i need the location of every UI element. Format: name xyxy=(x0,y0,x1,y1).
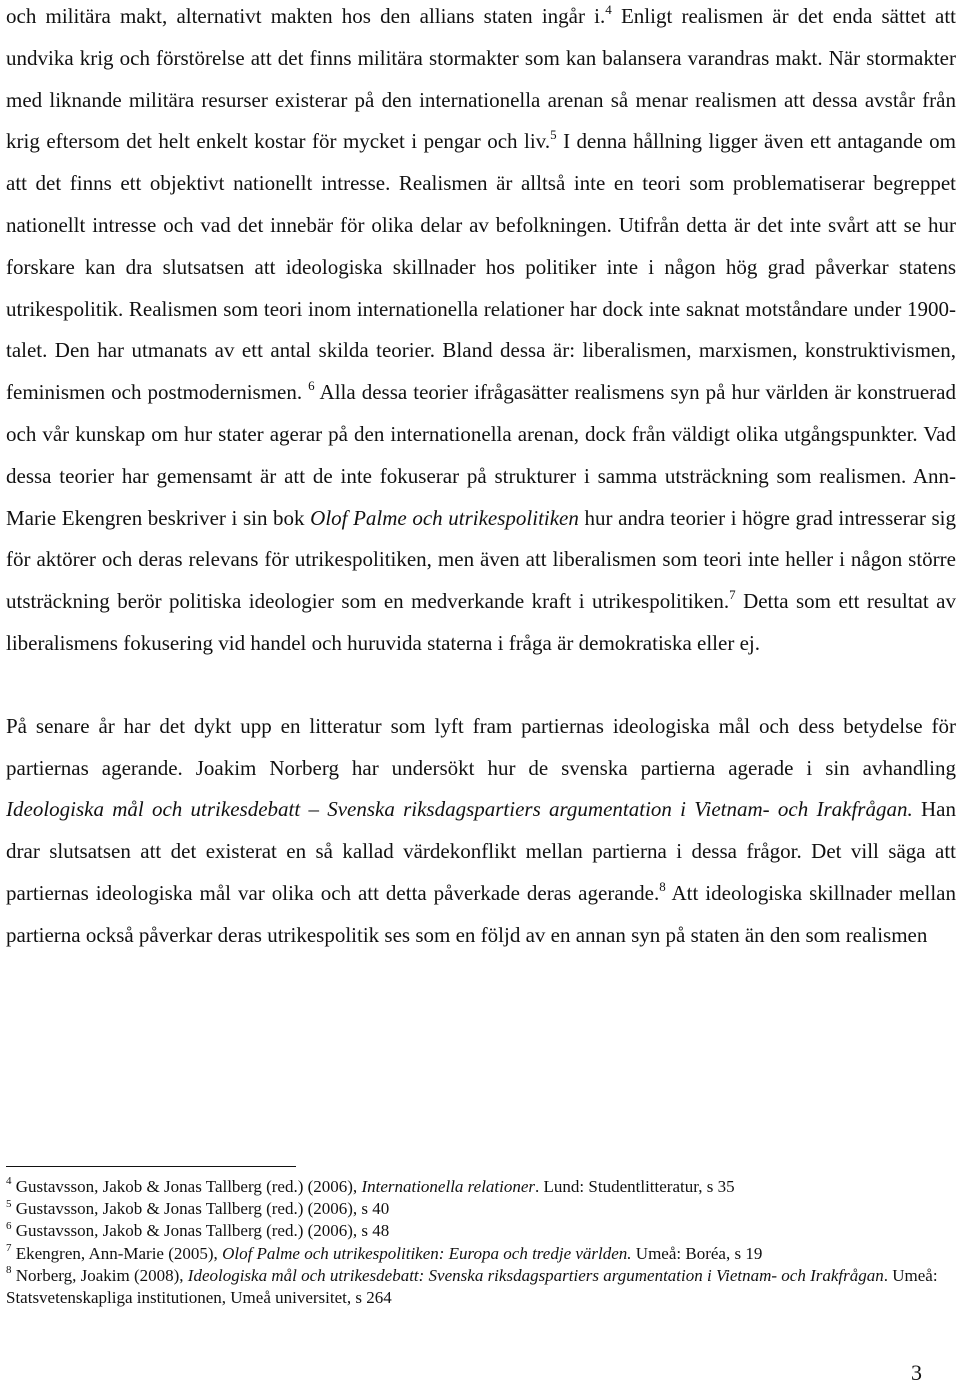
footnote-7 xyxy=(6,1243,956,1265)
italic-title: Ideologiska mål och utrikesdebatt – Svenska riksdagspartiers argumentation i Vietnam- och Irakfrågan. xyxy=(6,797,913,822)
footnote-ref: 4 xyxy=(605,2,612,17)
text-run: . Umeå: Statsvetenskapliga institutionen, Umeå universitet, s 264 xyxy=(6,1265,938,1308)
footnote-ref: 7 xyxy=(729,587,736,603)
italic-title: Internationella relationer xyxy=(361,1177,536,1196)
footnote-ref: 6 xyxy=(308,378,315,394)
text-run: På senare år har det dykt upp en litteratur som lyft fram partiernas ideologiska mål och dess betydelse för partiernas agerande. Joakim Norberg har undersökt hur de svenska partierna agerade i sin avhandling xyxy=(6,713,956,780)
text-run: . Lund: Studentlitteratur, s 35 xyxy=(535,1177,735,1196)
page-number: 3 xyxy=(911,1360,922,1385)
text-run: I denna hållning ligger även ett antagande om att det finns ett objektivt nationellt intresse. Realismen är alltså inte en teori som problematiserar begreppet nationellt intresse och vad det innebär för olika delar av befolkningen. Utifrån detta är det inte svårt att se hur forskare kan dra slutsatsen att ideologiska skillnader hos politiker inte i någon hög grad påverkar statens utrikespolitik. Realismen som teori inom internationella relationer har dock inte saknat motståndare under 1900-talet. Den har utmanats av ett antal skilda teorier. Bland dessa är: liberalismen, marxismen, konstruktivismen, feminismen och postmodernismen. xyxy=(6,129,956,405)
text-run: Gustavsson, Jakob & Jonas Tallberg (red.) (2006), s 40 xyxy=(15,1199,390,1219)
text-run: Han drar slutsatsen att det existerat en så kallad värdekonflikt mellan partierna i dessa frågor. Det vill säga att partiernas ideologiska mål var olika och att detta påverkade deras agerande. xyxy=(6,797,956,905)
footnote-ref: 5 xyxy=(550,127,557,143)
footnote-4 xyxy=(6,1176,956,1198)
text-run: Umeå: Boréa, s 19 xyxy=(631,1243,763,1263)
footnote-5 xyxy=(6,1198,956,1220)
body-paragraph-2 xyxy=(6,706,956,957)
footnote-number: 8 xyxy=(6,1264,12,1277)
text-run: Ekengren, Ann-Marie (2005), xyxy=(15,1243,223,1263)
italic-title: Olof Palme och utrikespolitiken: Europa och tredje världen. xyxy=(222,1243,632,1263)
italic-title: Ideologiska mål och utrikesdebatt: Svenska riksdagspartiers argumentation i Vietnam- och Irakfrågan xyxy=(187,1265,884,1285)
text-run: Detta som ett resultat av liberalismens fokusering vid handel och huruvida staterna i fråga är demokratiska eller ej. xyxy=(6,589,956,655)
text-run: och militära makt, alternativt makten hos den allians staten ingår i. xyxy=(6,4,606,28)
text-run: Enligt realismen är det enda sättet att undvika krig och förstörelse att det finns militära stormakter som kan balansera varandras makt. När stormakter med liknande militära resurser existerar på den internationella arenan så menar realismen att dessa avstår från krig eftersom det helt enkelt kostar för mycket i pengar och liv. xyxy=(6,4,956,154)
page-body xyxy=(6,0,956,957)
footnote-ref: 8 xyxy=(659,878,666,894)
text-run: Gustavsson, Jakob & Jonas Tallberg (red.) (2006), xyxy=(15,1177,362,1196)
text-run: Alla dessa teorier ifrågasätter realismens syn på hur världen är konstruerad och vår kunskap om hur stater agerar på den internationella arenan, dock från väldigt olika utgångspunkter. Vad dessa teorier har gemensamt är att de inte fokuserar på strukturer i samma utsträckning som realismen. Ann-Marie Ekengren beskriver i sin bok xyxy=(6,380,956,530)
body-paragraph-1 xyxy=(6,0,956,665)
text-run: Att ideologiska skillnader mellan partierna också påverkar deras utrikespolitik ses som en följd av en annan syn på staten än den som realismen xyxy=(6,880,956,947)
footnotes xyxy=(6,1176,956,1309)
footnote-number: 6 xyxy=(6,1219,12,1232)
text-run: Norberg, Joakim (2008), xyxy=(15,1265,188,1285)
text-run: hur andra teorier i högre grad intresserar sig för aktörer och deras relevans för utrikespolitiken, men även att liberalismen som teori inte heller i någon större utsträckning berör politiska ideologier som en medverkande kraft i utrikespolitiken. xyxy=(6,505,956,614)
footnote-6 xyxy=(6,1220,956,1242)
footnote-separator xyxy=(6,1166,296,1167)
footnote-number: 5 xyxy=(6,1197,12,1210)
italic-title: Olof Palme och utrikespolitiken xyxy=(310,505,579,530)
footnote-number: 7 xyxy=(6,1241,12,1254)
footnote-8 xyxy=(6,1265,956,1309)
text-run: Gustavsson, Jakob & Jonas Tallberg (red.) (2006), s 48 xyxy=(15,1221,390,1241)
footnote-number: 4 xyxy=(6,1175,12,1188)
